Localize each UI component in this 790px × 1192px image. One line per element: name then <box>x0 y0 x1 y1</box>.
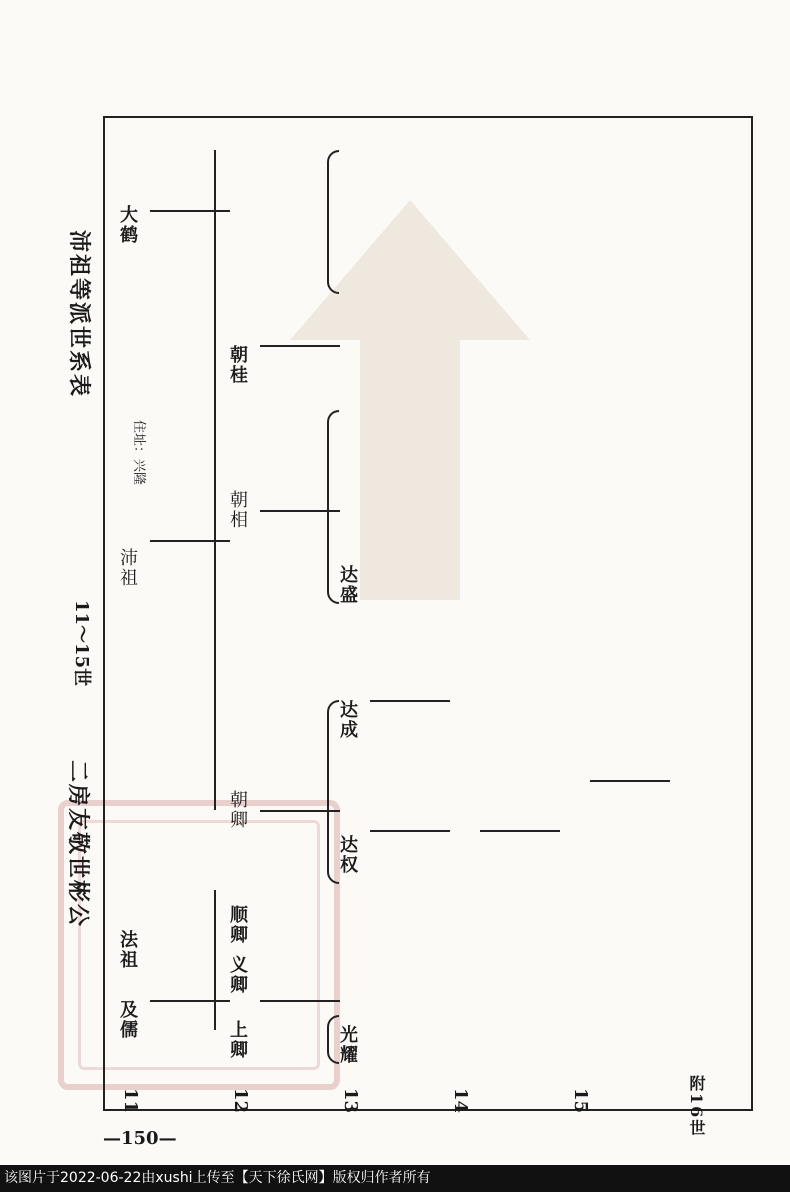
generation-range: 11～15世 <box>71 600 92 687</box>
name-shangqing: 上卿 <box>227 1020 248 1060</box>
residence-label: 住址：兴隆 <box>131 420 146 486</box>
sibling-bracket <box>327 700 339 884</box>
genealogy-frame <box>103 116 753 1114</box>
name-chaogui: 朝桂 <box>227 345 248 385</box>
link-g13-g14 <box>370 830 450 832</box>
link-g12-g13 <box>260 1000 340 1002</box>
name-fazu: 法祖 <box>117 930 138 970</box>
link-g12-g13 <box>260 345 340 347</box>
gen-11: 11 <box>120 1087 142 1114</box>
gen-15: 15 <box>570 1087 592 1114</box>
gen-14: 14 <box>450 1087 472 1114</box>
branch-line <box>214 890 216 1030</box>
gen-13: 13 <box>340 1087 362 1114</box>
name-yiqing: 义卿 <box>227 955 248 995</box>
name-guangyao: 光耀 <box>337 1025 358 1065</box>
name-chaoxiang: 朝相 <box>227 490 248 530</box>
link-g11-g12 <box>150 210 230 212</box>
link-g11-g12 <box>150 540 230 542</box>
sibling-bracket <box>327 150 339 294</box>
name-shunqing: 顺卿 <box>227 905 248 945</box>
name-peizu: 沛祖 <box>117 548 138 588</box>
link-g13-g14 <box>370 700 450 702</box>
gen-16-appendix: 附16世 <box>687 1075 706 1138</box>
upload-footer: 该图片于2022-06-22由xushi上传至【天下徐氏网】版权归作者所有 <box>0 1165 790 1192</box>
sibling-bracket <box>327 1015 339 1064</box>
name-chaoqing: 朝卿 <box>227 790 248 830</box>
name-dahe: 大鹤 <box>117 205 138 245</box>
name-daquan: 达权 <box>337 835 358 875</box>
name-dasheng: 达盛 <box>337 565 358 605</box>
branch-line <box>214 150 216 810</box>
page-number: —150— <box>103 1128 177 1149</box>
link-g14-g15 <box>480 830 560 832</box>
table-title: 二房友敬世彬公 <box>65 760 91 929</box>
name-jiru: 及儒 <box>117 1000 138 1040</box>
section-title: 沛祖等派世系表 <box>66 230 92 399</box>
gen-12: 12 <box>230 1087 252 1114</box>
link-g11-g12 <box>150 1000 230 1002</box>
link-g15-g16 <box>590 780 670 782</box>
sibling-bracket <box>327 410 339 604</box>
name-dacheng: 达成 <box>337 700 358 740</box>
